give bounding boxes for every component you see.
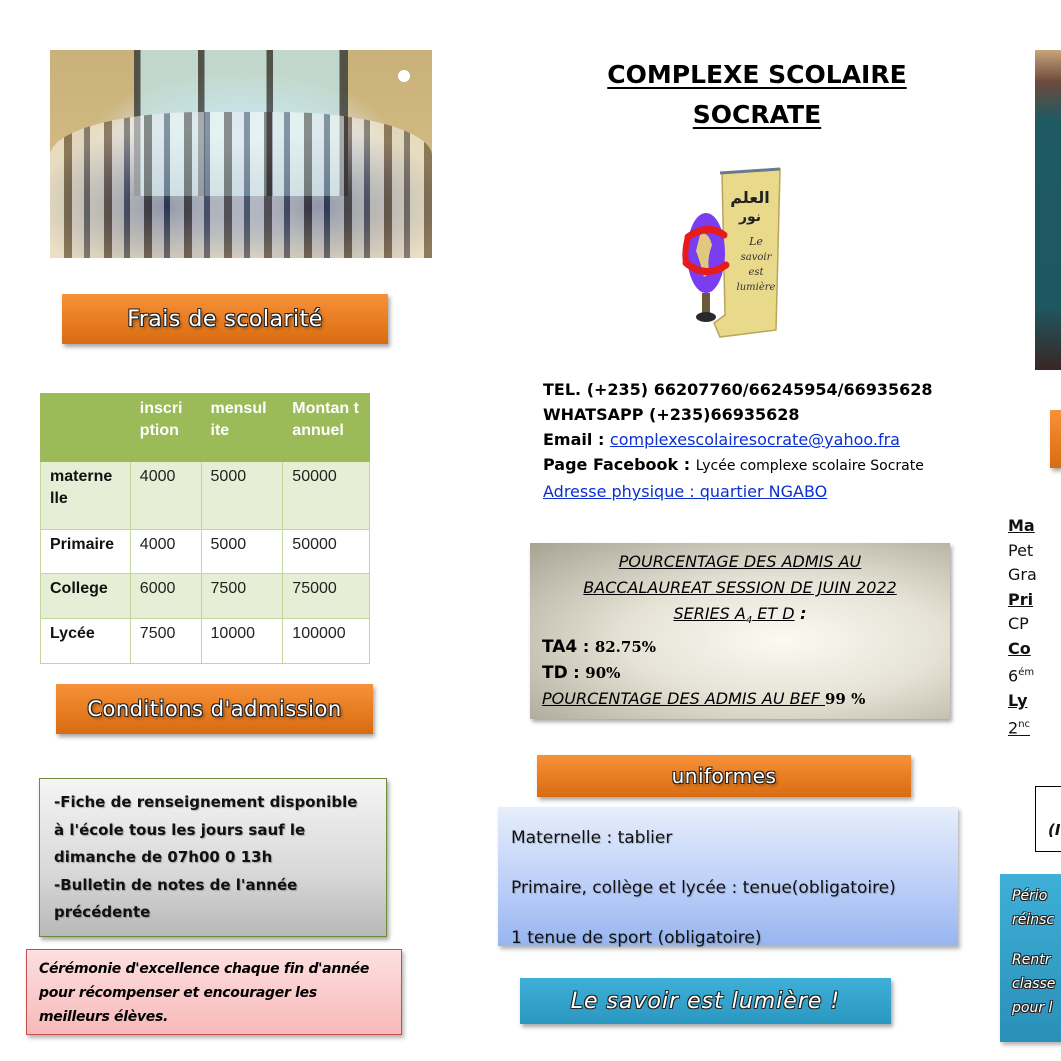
column-header-annuel: Montan t annuel [283,394,370,462]
separator: : [577,637,595,657]
motto-banner [520,978,891,1024]
cell-inscription: 4000 [130,530,201,574]
admission-line: précédente [54,903,151,921]
results-heading-3-post: ET D [752,604,795,623]
admission-line: -Bulletin de notes de l'année [54,875,298,894]
cell-mensualite: 5000 [201,530,283,574]
cell-mensualite: 5000 [201,462,283,530]
cell-annuel: 100000 [283,619,370,664]
svg-text:Le: Le [749,235,763,248]
right-banner-clipped [1050,410,1061,468]
photo-students-crowd [50,112,432,258]
right-col-item: Pri [1008,589,1034,609]
table-row [41,574,370,619]
results-heading-1: POURCENTAGE DES ADMIS AU [618,552,862,571]
right-boxed-note-clipped [1035,786,1061,852]
right-col-item: 2 [1008,718,1019,738]
exam-results-box [530,543,950,719]
svg-text:نور: نور [738,209,762,225]
title-line-2: SOCRATE [692,100,822,129]
uniform-line: 1 tenue de sport (obligatoire) [511,928,762,948]
admission-conditions-box [39,778,387,937]
email-label: Email : [543,430,610,449]
cell-inscription: 4000 [130,462,201,530]
cell-annuel: 50000 [283,530,370,574]
right-col-item: CP [1008,614,1029,633]
svg-text:est: est [748,267,764,278]
fees-banner [62,294,388,344]
fees-banner-label: Frais de scolarité [127,306,323,332]
ceremony-box [26,949,402,1035]
row-level: materne lle [41,462,131,530]
table-row [41,619,370,664]
ceremony-line: pour récompenser et encourager les [39,985,317,1001]
ta4-label: TA4 [542,637,578,658]
facebook-page: Lycée complexe scolaire Socrate [695,458,924,474]
right-col-item: Co [1008,638,1031,658]
page-title [540,55,974,135]
address-link[interactable]: Adresse physique : quartier NGABO [543,482,828,501]
cell-annuel: 75000 [283,574,370,619]
column-header-inscription: inscri ption [130,394,201,462]
admission-line: à l'école tous les jours sauf le [54,820,306,839]
row-level: Primaire [41,530,131,574]
svg-text:savoir: savoir [740,252,772,263]
ceremony-line: meilleurs élèves. [39,1009,169,1025]
admission-line: dimanche de 07h00 0 13h [54,848,273,866]
right-blue-box-clipped [1000,874,1061,1042]
right-blue-line: Pério [1012,888,1048,904]
email-link[interactable]: complexescolairesocrate@yahoo.fra [609,430,900,449]
photo-light-dot [398,70,410,82]
cell-mensualite: 7500 [201,574,283,619]
fees-table-header [41,394,370,462]
right-col-item: Ma [1008,516,1035,535]
right-boxed-text: (I [1048,821,1061,839]
uniforms-banner-label: uniformes [671,764,777,788]
logo-icon [680,165,790,345]
right-blue-line: réinsc [1012,912,1055,928]
uniforms-box [498,807,958,946]
portrait-photo [1035,50,1061,370]
uniforms-banner [537,755,911,797]
right-column-clipped [1008,514,1061,741]
svg-text:lumière: lumière [736,282,776,293]
group-photo [50,50,432,258]
ta4-value: 82.75% [594,638,657,657]
admission-banner [56,684,373,734]
facebook-label: Page Facebook : [543,455,696,474]
uniform-line: Primaire, collège et lycée : tenue(obligatoire) [511,878,896,898]
results-heading-3: SERIES A [673,604,746,623]
separator: : [567,663,586,683]
results-heading-2: BACCALAUREAT SESSION DE JUIN 2022 [583,578,897,597]
cell-annuel: 50000 [283,462,370,530]
right-col-item: Gra [1008,565,1037,584]
admission-banner-label: Conditions d'admission [87,697,342,721]
fees-table [40,393,370,664]
right-col-item: Ly [1008,690,1028,710]
bef-value: 99 % [824,690,866,709]
cell-inscription: 7500 [130,619,201,664]
motto-label: Le savoir est lumière ! [570,988,841,1014]
right-col-item: 6 [1008,666,1019,686]
column-header-level [41,394,131,462]
cell-inscription: 6000 [130,574,201,619]
right-col-sup: nc [1018,719,1031,731]
admission-line: -Fiche de renseignement disponible [54,793,358,811]
table-row [41,530,370,574]
uniform-line: Maternelle : tablier [511,828,673,848]
ceremony-line: Cérémonie d'excellence chaque fin d'année [39,961,370,977]
right-blue-line: pour l [1012,1000,1053,1016]
right-blue-line: classe [1012,976,1056,992]
phone-number: TEL. (+235) 66207760/66245954/66935628 [543,380,933,399]
school-logo [680,165,790,345]
row-level: Lycée [41,619,131,664]
whatsapp-number: WHATSAPP (+235)66935628 [543,405,800,424]
title-line-1: COMPLEXE SCOLAIRE [607,60,907,89]
row-level: College [41,574,131,619]
bef-label: POURCENTAGE DES ADMIS AU BEF [542,689,825,709]
right-col-item: Pet [1008,540,1034,560]
column-header-mensualite: mensul ite [201,394,283,462]
svg-text:العلم: العلم [730,188,770,207]
contact-info [543,377,963,504]
results-heading-3-colon: : [794,604,807,623]
cell-mensualite: 10000 [201,619,283,664]
td-value: 90% [585,664,621,683]
right-blue-line: Rentr [1012,952,1051,968]
results-heading-3-sub: 4 [745,615,753,627]
right-col-sup: ém [1018,667,1035,678]
td-label: TD [542,663,568,684]
table-row [41,462,370,530]
